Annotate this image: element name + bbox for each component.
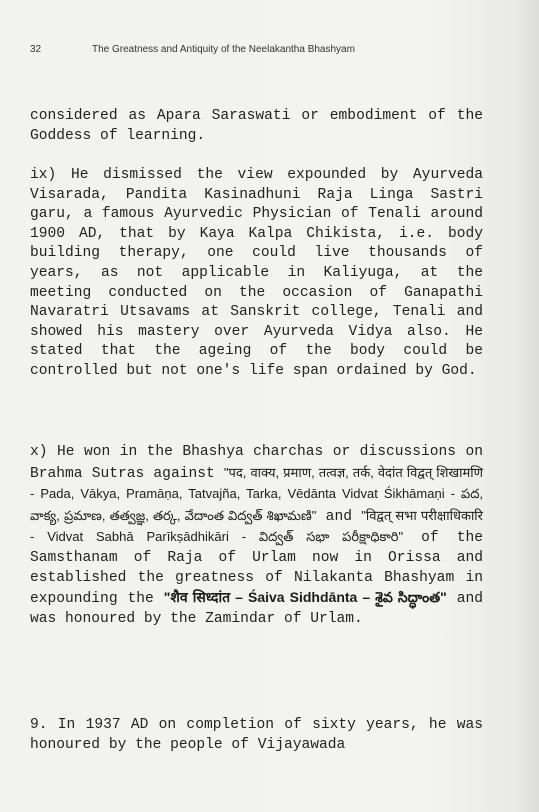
title-vidvat-sabha: "विद्वत् सभा परीक्षाधिकारि - Vidvat Sabhā Parīkṣādhikāri - విద్వత్ సభా పరీక్షాధికారి"	[30, 507, 483, 545]
paragraph-x-intro: x) He won in the Bhashya charchas or discussions on Brahma Sutras against	[30, 444, 483, 482]
paragraph-9: 9. In 1937 AD on completion of sixty years, he was honoured by the people of Vijayawada	[30, 717, 483, 753]
page-number: 32	[30, 44, 42, 55]
paragraph-x	[30, 443, 483, 629]
paragraph-x-and: and	[316, 508, 362, 525]
title-saiva-sidhdanta: "शैव सिध्दांत – Śaiva Sidhdānta – శైవ సిద్ధాంత"	[163, 589, 447, 606]
paragraph-ix: ix) He dismissed the view expounded by Ayurveda Visarada, Pandita Kasinadhuni Raja Linga Sastri garu, a famous Ayurvedic Physician of Tenali around 1900 AD, that by Kaya Kalpa Chikista, i.e. body building therapy, one could live thousands of years, as not applicable in Kaliyuga, at the meeting conducted on the occasion of Ganapathi Navaratri Utsavams at Sanskrit college, Tenali and showed his mastery over Ayurveda Vidya also. He stated that the ageing of the body could be controlled but not one's life span ordained by God.	[30, 167, 483, 379]
paragraph-x-end: and was honoured by the Zamindar of Urlam.	[30, 591, 483, 627]
running-title: The Greatness and Antiquity of the Neelakantha Bhashyam	[92, 44, 355, 55]
title-pada-vakya: "पद, वाक्य, प्रमाण, तत्वज्ञ, तर्क, वेदांत विद्वत् शिखामणि - Pada, Vākya, Pramāṇa, Tatvajña, Tarka, Vēdānta Vidvat Śikhāmaṇi - పద, వాక్య, ప్రమాణ, తత్వజ్ఞ, తర్క, వేదాంత విద్వత్ శిఖామణి"	[30, 464, 483, 523]
paragraph-x-middle: of the Samsthanam of Raja of Urlam now in Orissa and established the greatness of Nilakanta Bhashyam in expounding the	[30, 530, 483, 608]
paragraph-continuation: considered as Apara Saraswati or embodiment of the Goddess of learning.	[30, 108, 483, 144]
